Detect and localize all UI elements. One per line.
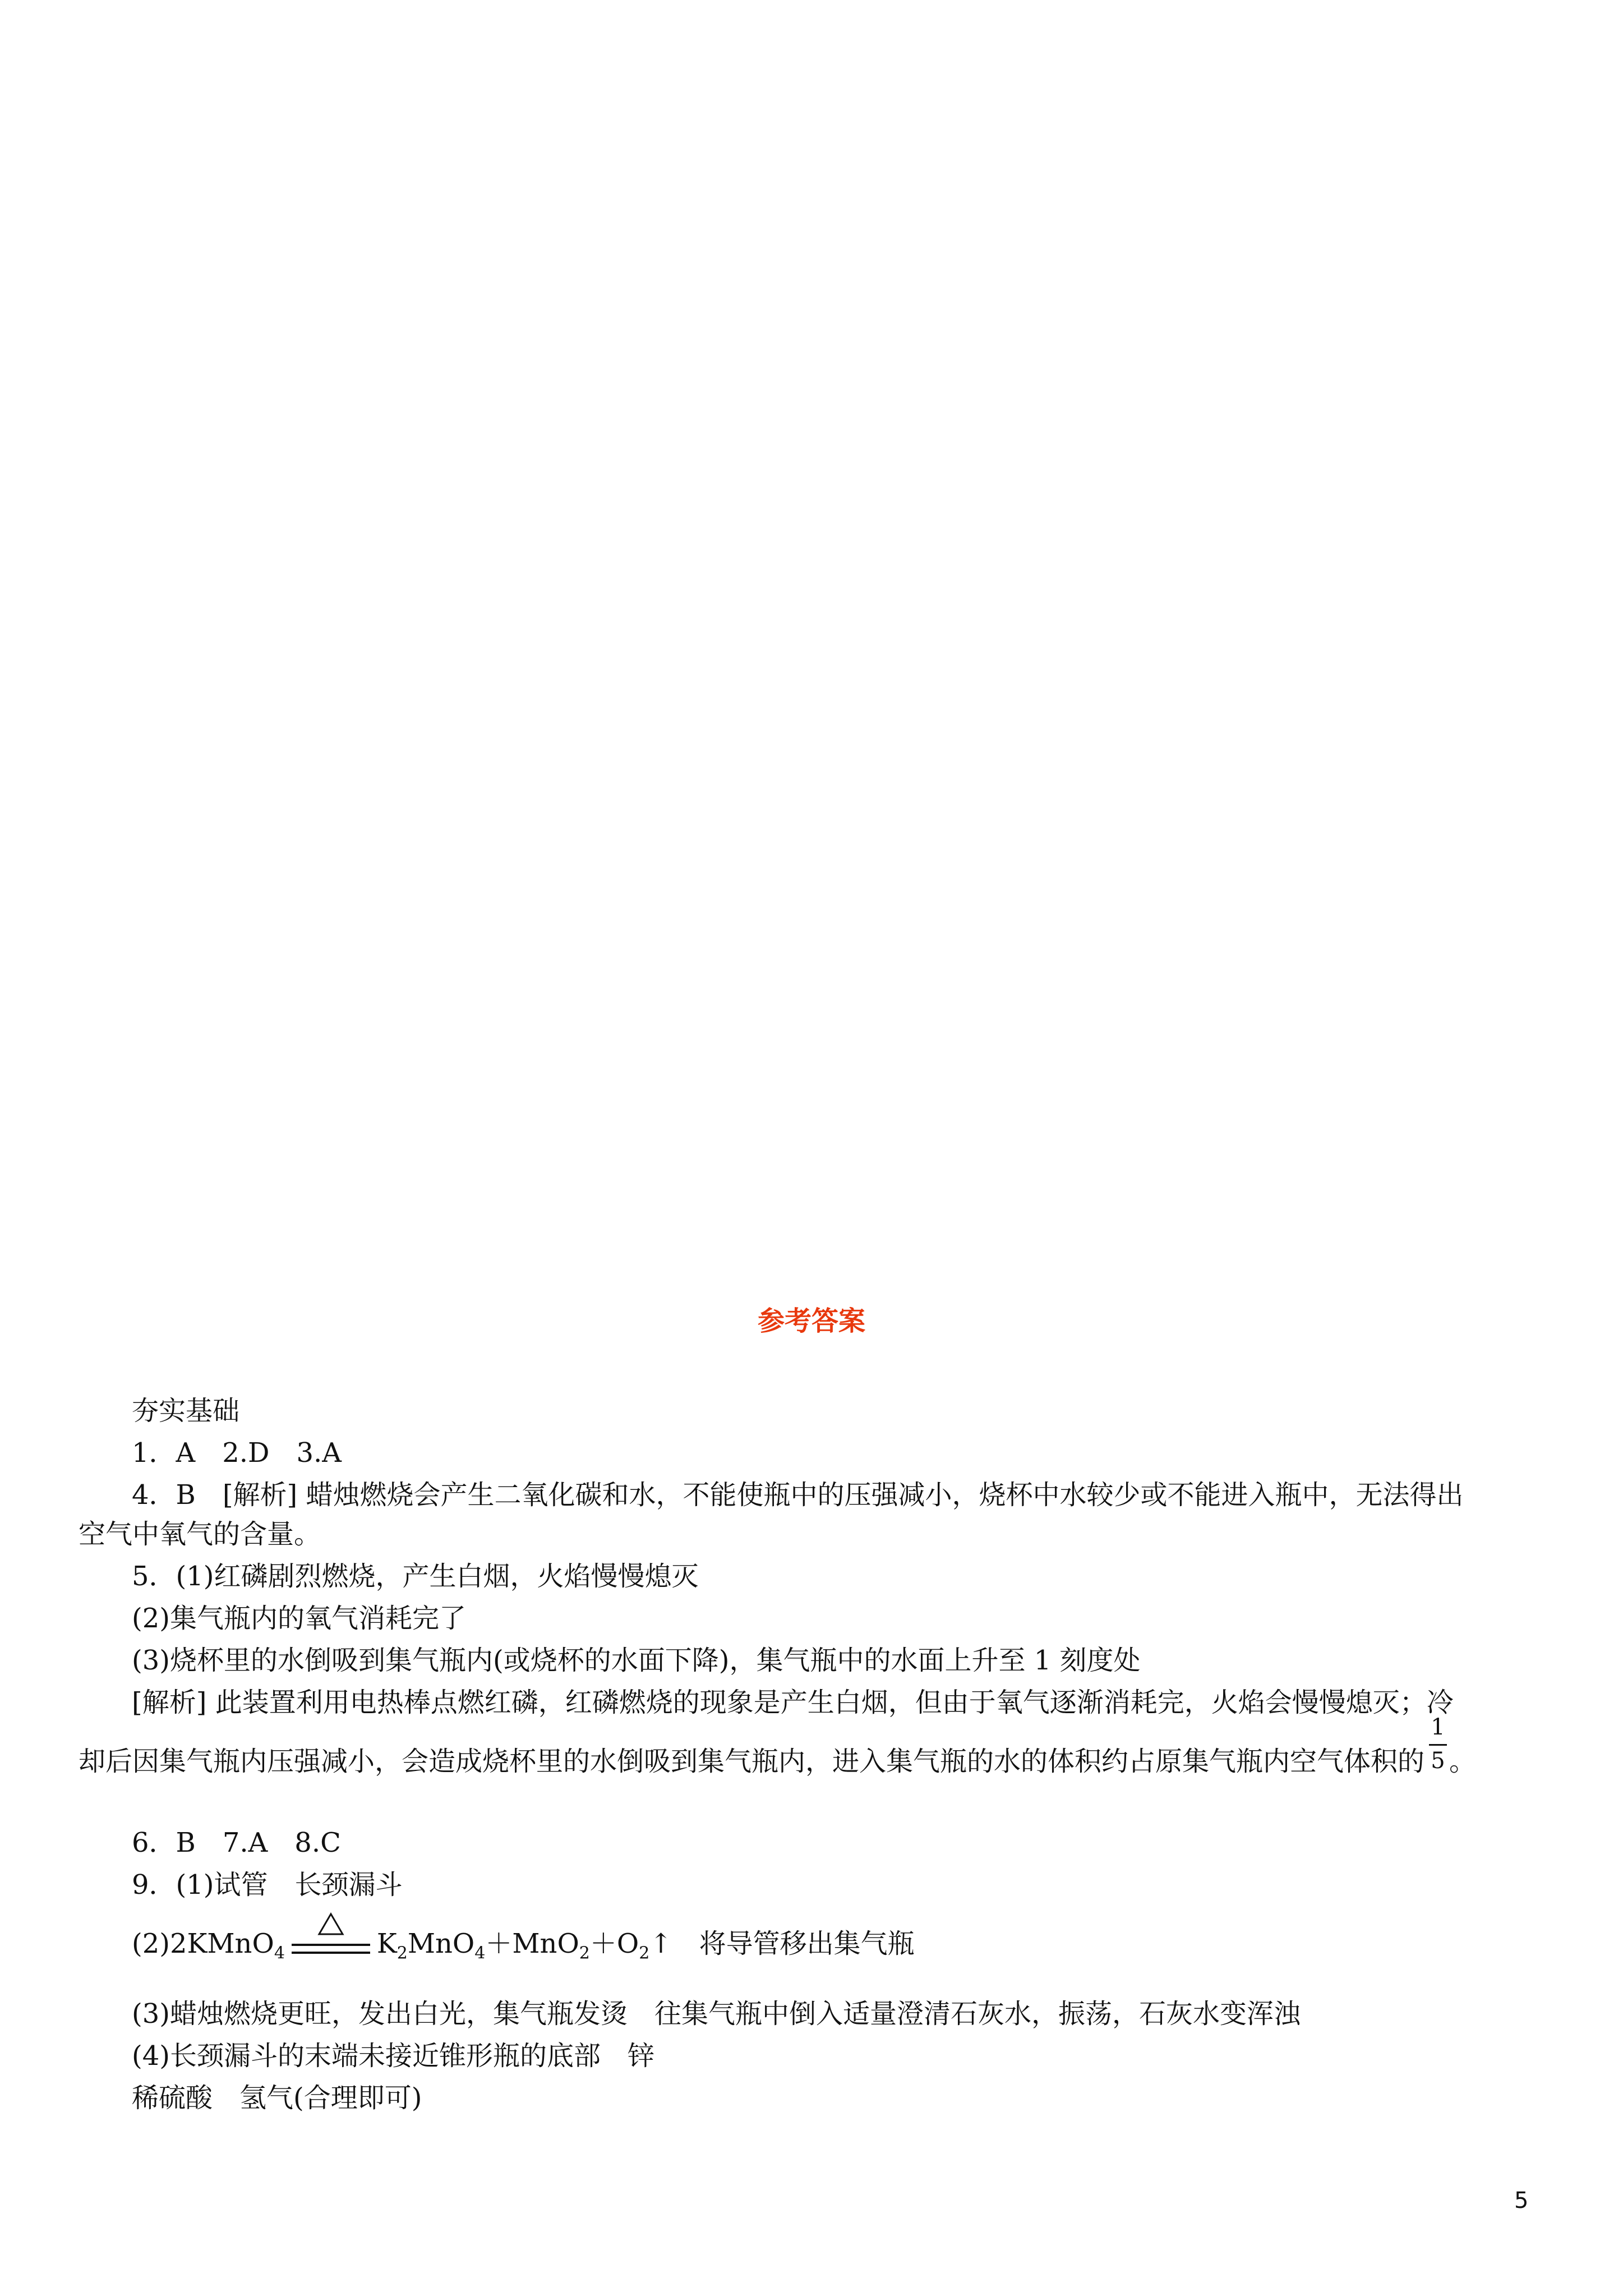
fraction-bar (1429, 1744, 1447, 1746)
eq-subscript: 2 (396, 1943, 408, 1963)
heat-condition-arrow (292, 1929, 370, 1963)
answer-line: (2)集气瓶内的氧气消耗完了 (132, 1603, 466, 1634)
page-title: 参考答案 (757, 1305, 865, 1337)
answer-line: (3)蜡烛燃烧更旺，发出白光，集气瓶发烫 往集气瓶中倒入适量澄清石灰水，振荡，石灰水变浑浊 (132, 1998, 1301, 2030)
answer-line: (3)烧杯里的水倒吸到集气瓶内(或烧杯的水面下降)，集气瓶中的水面上升至 1 刻度处 (132, 1645, 1141, 1676)
answer-line: 1．A 2.D 3.A (132, 1437, 342, 1469)
eq-part: ＋O (589, 1928, 639, 1959)
eq-part: K (376, 1928, 397, 1959)
answer-line-with-fraction (79, 1714, 1544, 1783)
answer-text: 却后因集气瓶内压强减小，会造成烧杯里的水倒吸到集气瓶内，进入集气瓶的水的体积约占原集气瓶内空气体积的 (79, 1746, 1425, 1777)
answer-line: 9．(1)试管 长颈漏斗 (132, 1869, 403, 1901)
heat-triangle-icon (317, 1912, 344, 1936)
eq-part: MnO (407, 1928, 475, 1959)
fraction (1427, 1714, 1449, 1783)
answer-text: 。 (1449, 1746, 1477, 1777)
fraction-denominator: 5 (1431, 1747, 1445, 1774)
section-title: 夯实基础 (132, 1395, 240, 1427)
answer-line: 4．B [解析] 蜡烛燃烧会产生二氧化碳和水，不能使瓶中的压强减小，烧杯中水较少或不能进入瓶中，无法得出 (132, 1479, 1464, 1511)
eq-part: ↑ 将导管移出集气瓶 (649, 1928, 915, 1959)
eq-subscript: 4 (274, 1943, 285, 1963)
eq-part: ＋MnO (485, 1928, 579, 1959)
chemical-equation (132, 1924, 1544, 1963)
answer-line: 6．B 7.A 8.C (132, 1827, 341, 1858)
answer-line: 5．(1)红磷剧烈燃烧，产生白烟，火焰慢慢熄灭 (132, 1561, 699, 1592)
answer-line: [解析] 此装置利用电热棒点燃红磷，红磷燃烧的现象是产生白烟，但由于氧气逐渐消耗完，火焰会慢慢熄灭；冷 (132, 1687, 1454, 1718)
eq-subscript: 2 (579, 1943, 590, 1963)
fraction-numerator: 1 (1431, 1714, 1445, 1740)
eq-subscript: 4 (474, 1943, 486, 1963)
eq-part: (2)2KMnO (132, 1928, 274, 1959)
eq-subscript: 2 (639, 1943, 650, 1963)
page-number: 5 (1514, 2188, 1529, 2214)
answer-line: 稀硫酸 氢气(合理即可) (132, 2082, 422, 2114)
answer-line: 空气中氧气的含量。 (79, 1519, 321, 1550)
answer-line: (4)长颈漏斗的末端未接近锥形瓶的底部 锌 (132, 2040, 654, 2072)
